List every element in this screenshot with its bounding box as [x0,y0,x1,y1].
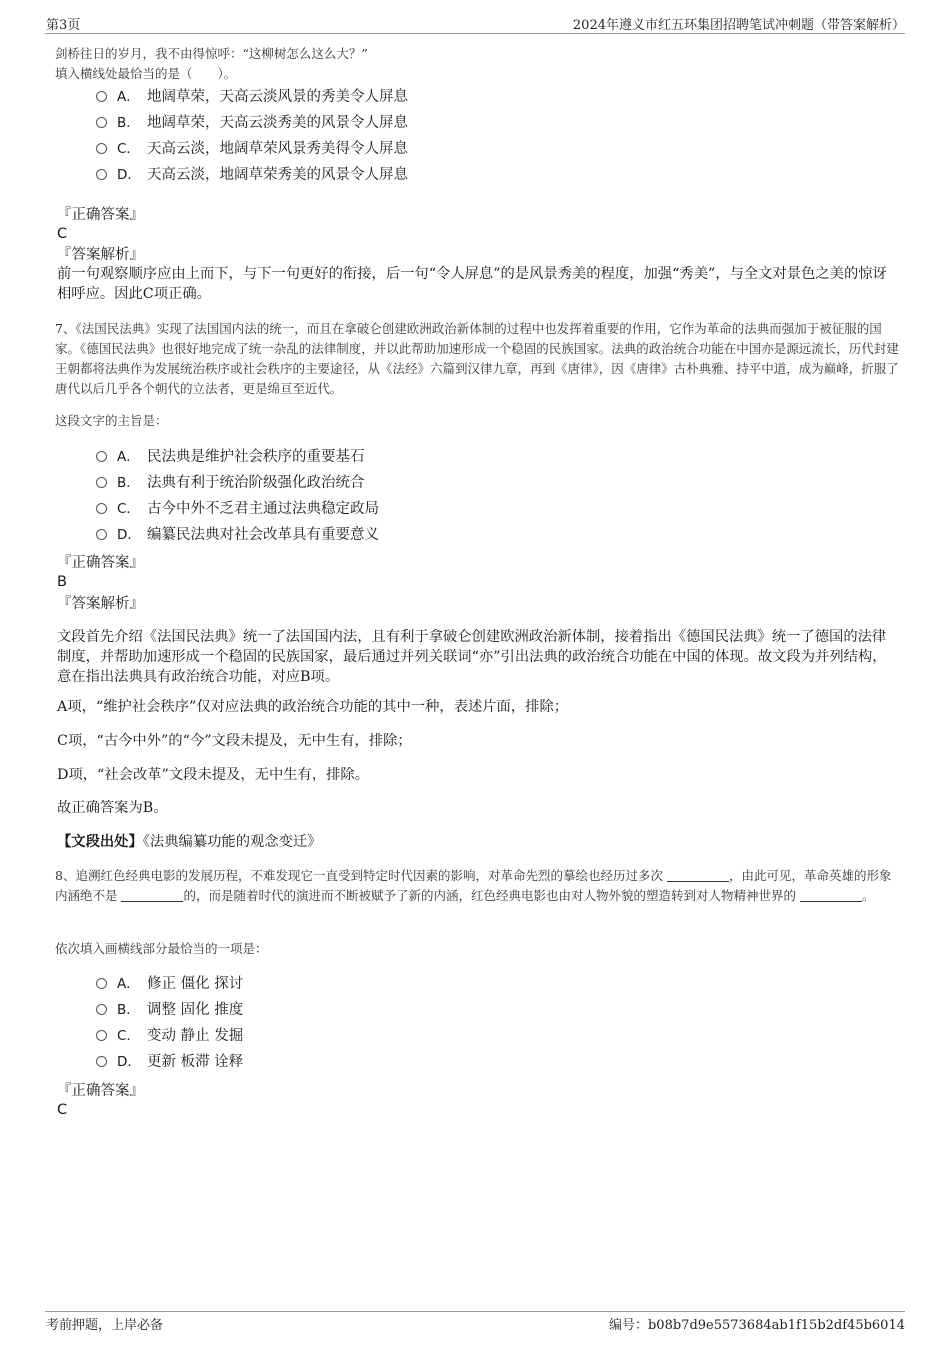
q7-option-c[interactable]: C． 古今中外不乏君主通过法典稳定政局 [96,497,379,521]
q6-option-a[interactable]: A． 地阔草荣，天高云淡风景的秀美令人屏息 [96,85,408,109]
radio-icon[interactable] [96,91,107,102]
q7-passage: 7、《法国民法典》实现了法国国内法的统一，而且在拿破仑创建欧洲政治新体制的过程中也发挥着重要的作用，它作为革命的法典而强加于被征服的国家。《德国民法典》也很好地完成了统一杂乱的法律制度，并以此帮助加速形成一个稳固的民族国家。法典的政治统合功能在中国亦是源远流长，历代封建王朝都将法典作为发展统治秩序或社会秩序的主要途径，从《法经》六篇到汉律九章，再到《唐律》，因《唐律》古朴典雅、持平中道，成为巅峰，折服了唐代以后几乎各个朝代的立法者，更是绵亘至近代。 [55,321,899,396]
radio-icon[interactable] [96,1056,107,1067]
q6-option-d[interactable]: D． 天高云淡，地阔草荣秀美的风景令人屏息 [96,163,408,187]
q7-analysis-option-a: A项，“维护社会秩序”仅对应法典的政治统合功能的其中一种，表述片面，排除； [57,699,569,715]
q7-options [96,445,379,547]
radio-icon[interactable] [96,477,107,488]
q7-conclusion: 故正确答案为B。 [57,800,168,816]
q7-analysis-option-d: D项，“社会改革”文段未提及，无中生有，排除。 [57,767,370,783]
q7-option-b[interactable]: B． 法典有利于统治阶级强化政治统合 [96,471,379,495]
q6-answer: C [57,226,68,242]
q7-option-d[interactable]: D． 编纂民法典对社会改革具有重要意义 [96,523,379,547]
q6-stem-line1: 剑桥往日的岁月，我不由得惊呼：“这柳树怎么这么大？” [55,46,368,61]
q8-option-b[interactable]: B． 调整 固化 推度 [96,998,243,1022]
radio-icon[interactable] [96,169,107,180]
q7-answer: B [57,574,67,590]
document-title: 2024年遵义市红五环集团招聘笔试冲刺题（带答案解析） [572,18,905,33]
q6-option-b[interactable]: B． 地阔草荣，天高云淡秀美的风景令人屏息 [96,111,408,135]
radio-icon[interactable] [96,451,107,462]
q8-blank-1[interactable] [667,868,729,882]
radio-icon[interactable] [96,503,107,514]
q8-option-a[interactable]: A． 修正 僵化 探讨 [96,972,243,996]
footer-slogan: 考前押题，上岸必备 [46,1318,164,1333]
radio-icon[interactable] [96,1004,107,1015]
q6-answer-label: 『正确答案』 [57,207,144,223]
q7-analysis-label: 『答案解析』 [57,596,144,612]
q6-options [96,85,408,187]
radio-icon[interactable] [96,978,107,989]
q6-analysis: 前一句观察顺序应由上而下，与下一句更好的衔接，后一句“令人屏息”的是风景秀美的程度，加强“秀美”，与全文对景色之美的惊讶相呼应。因此C项正确。 [57,266,887,302]
q6-option-c[interactable]: C． 天高云淡，地阔草荣风景秀美得令人屏息 [96,137,408,161]
q8-question: 依次填入画横线部分最恰当的一项是： [55,941,268,956]
radio-icon[interactable] [96,143,107,154]
q7-source-label: 【文段出处】 [57,834,143,850]
q8-blank-2[interactable] [121,888,183,902]
radio-icon[interactable] [96,117,107,128]
radio-icon[interactable] [96,529,107,540]
q7-source-text: 《法典编纂功能的观念变迁》 [142,834,322,850]
q8-answer-label: 『正确答案』 [57,1083,144,1099]
q7-option-a[interactable]: A． 民法典是维护社会秩序的重要基石 [96,445,379,469]
q6-stem-line2: 填入横线处最恰当的是（ ）。 [55,66,237,81]
q8-options [96,972,243,1074]
q8-option-c[interactable]: C． 变动 静止 发掘 [96,1024,243,1048]
footer-divider [45,1311,905,1312]
q7-source [57,832,897,852]
q6-analysis-label: 『答案解析』 [57,247,144,263]
q7-answer-label: 『正确答案』 [57,555,144,571]
q7-question: 这段文字的主旨是： [55,413,168,428]
q8-passage: 8、追溯红色经典电影的发展历程，不难发现它一直受到特定时代因素的影响，对革命先烈的摹绘也经历过多次 ，由此可见，革命英雄的形象内涵绝不是 的，而是随着时代的演进而不断被赋予了新的内涵，红色经典电影也由对人物外貌的塑造转到对人物精神世界的 。 [55,868,892,903]
document-id: 编号：b08b7d9e5573684ab1f15b2df45b6014 [608,1318,905,1333]
header-divider [45,33,905,34]
q7-analysis-option-c: C项，“古今中外”的“今”文段未提及，无中生有，排除； [57,733,412,749]
q8-blank-3[interactable] [800,888,862,902]
q8-answer: C [57,1102,68,1118]
q8-option-d[interactable]: D． 更新 板滞 诠释 [96,1050,243,1074]
q7-analysis-main: 文段首先介绍《法国民法典》统一了法国国内法，且有利于拿破仑创建欧洲政治新体制，接着指出《德国民法典》统一了德国的法律制度，并帮助加速形成一个稳固的民族国家，最后通过并列关联词“亦”引出法典的政治统合功能在中国的体现。故文段为并列结构，意在指出法典具有政治统合功能，对应B项。 [57,629,887,685]
page-number: 第3页 [46,18,81,33]
radio-icon[interactable] [96,1030,107,1041]
